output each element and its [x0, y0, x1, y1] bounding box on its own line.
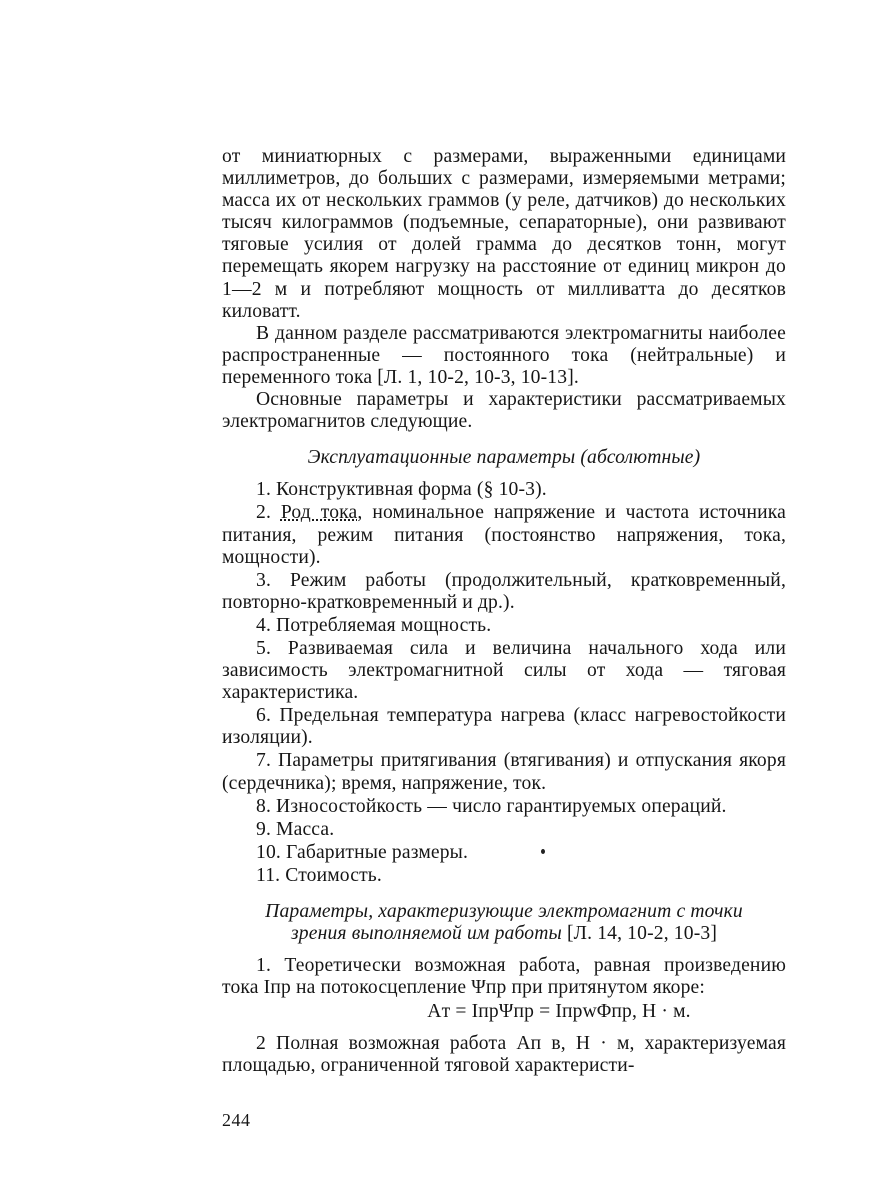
stray-mark [541, 849, 545, 854]
list-item: 3. Режим работы (продолжительный, кратковременный, повторно-кратковременный и др.). [222, 569, 786, 613]
underlined-term: Род тока [280, 502, 358, 524]
heading-work-params [222, 901, 786, 945]
formula: Aт = IпрΨпр = IпрwΦпр, Н · м. [427, 1001, 691, 1023]
item-rest: , номинальное напряжение и частота источника питания, режим питания (постоянство напряжения, тока, мощности). [222, 502, 786, 568]
list-item: 5. Развиваемая сила и величина начального хода или зависимость электромагнитной силы от хода — тяговая характеристика. [222, 637, 786, 704]
list-item: 1. Конструктивная форма (§ 10-3). [256, 479, 547, 501]
list-item: 6. Предельная температура нагрева (класс нагревостойкости изоляции). [222, 705, 786, 749]
list-item: 11. Стоимость. [256, 864, 382, 886]
list-item [222, 502, 786, 568]
heading-line-2: зрения выполняемой им работы [290, 923, 562, 944]
list-item: 7. Параметры притягивания (втягивания) и отпускания якоря (сердечника); время, напряжение, ток. [222, 750, 786, 794]
page-text [222, 146, 786, 1077]
list-item: 1. Теоретически возможная работа, равная произведению тока Iпр на потокосцепление Ψпр при притянутом якоре: [222, 955, 786, 999]
list-item: 9. Масса. [256, 818, 335, 840]
list-item: 10. Габаритные размеры. [256, 841, 469, 863]
heading-operational: Эксплуатационные параметры (абсолютные) [307, 447, 701, 469]
page-number: 244 [222, 1110, 251, 1130]
heading-line-1: Параметры, характеризующие электромагнит с точки [265, 901, 743, 922]
heading-ref: [Л. 14, 10-2, 10-3] [566, 923, 717, 944]
list-item: 8. Износостойкость — число гарантируемых операций. [256, 795, 727, 817]
list-item: 4. Потребляемая мощность. [256, 614, 492, 636]
list-item: 2 Полная возможная работа Aп в, Н · м, характеризуемая площадью, ограниченной тяговой характеристи- [222, 1033, 786, 1077]
paragraph-params: Основные параметры и характеристики рассматриваемых электромагнитов следующие. [222, 389, 786, 433]
paragraph-intro: от миниатюрных с размерами, выраженными единицами миллиметров, до больших с размерами, измеряемыми метрами; масса их от нескольких граммов (у реле, датчиков) до нескольких тысяч килограммов (подъемные, сепараторные), они развивают тяговые усилия от долей грамма до десятков тонн, могут перемещать якорем нагрузку на расстояние от единиц микрон до 1—2 м и потребляют мощность от милливатта до десятков киловатт. [222, 146, 786, 322]
item-num: 2. [256, 502, 281, 524]
paragraph-section: В данном разделе рассматриваются электромагниты наиболее распространенные — постоянного тока (нейтральные) и переменного тока [Л. 1, 10-2, 10-3, 10-13]. [222, 322, 786, 388]
